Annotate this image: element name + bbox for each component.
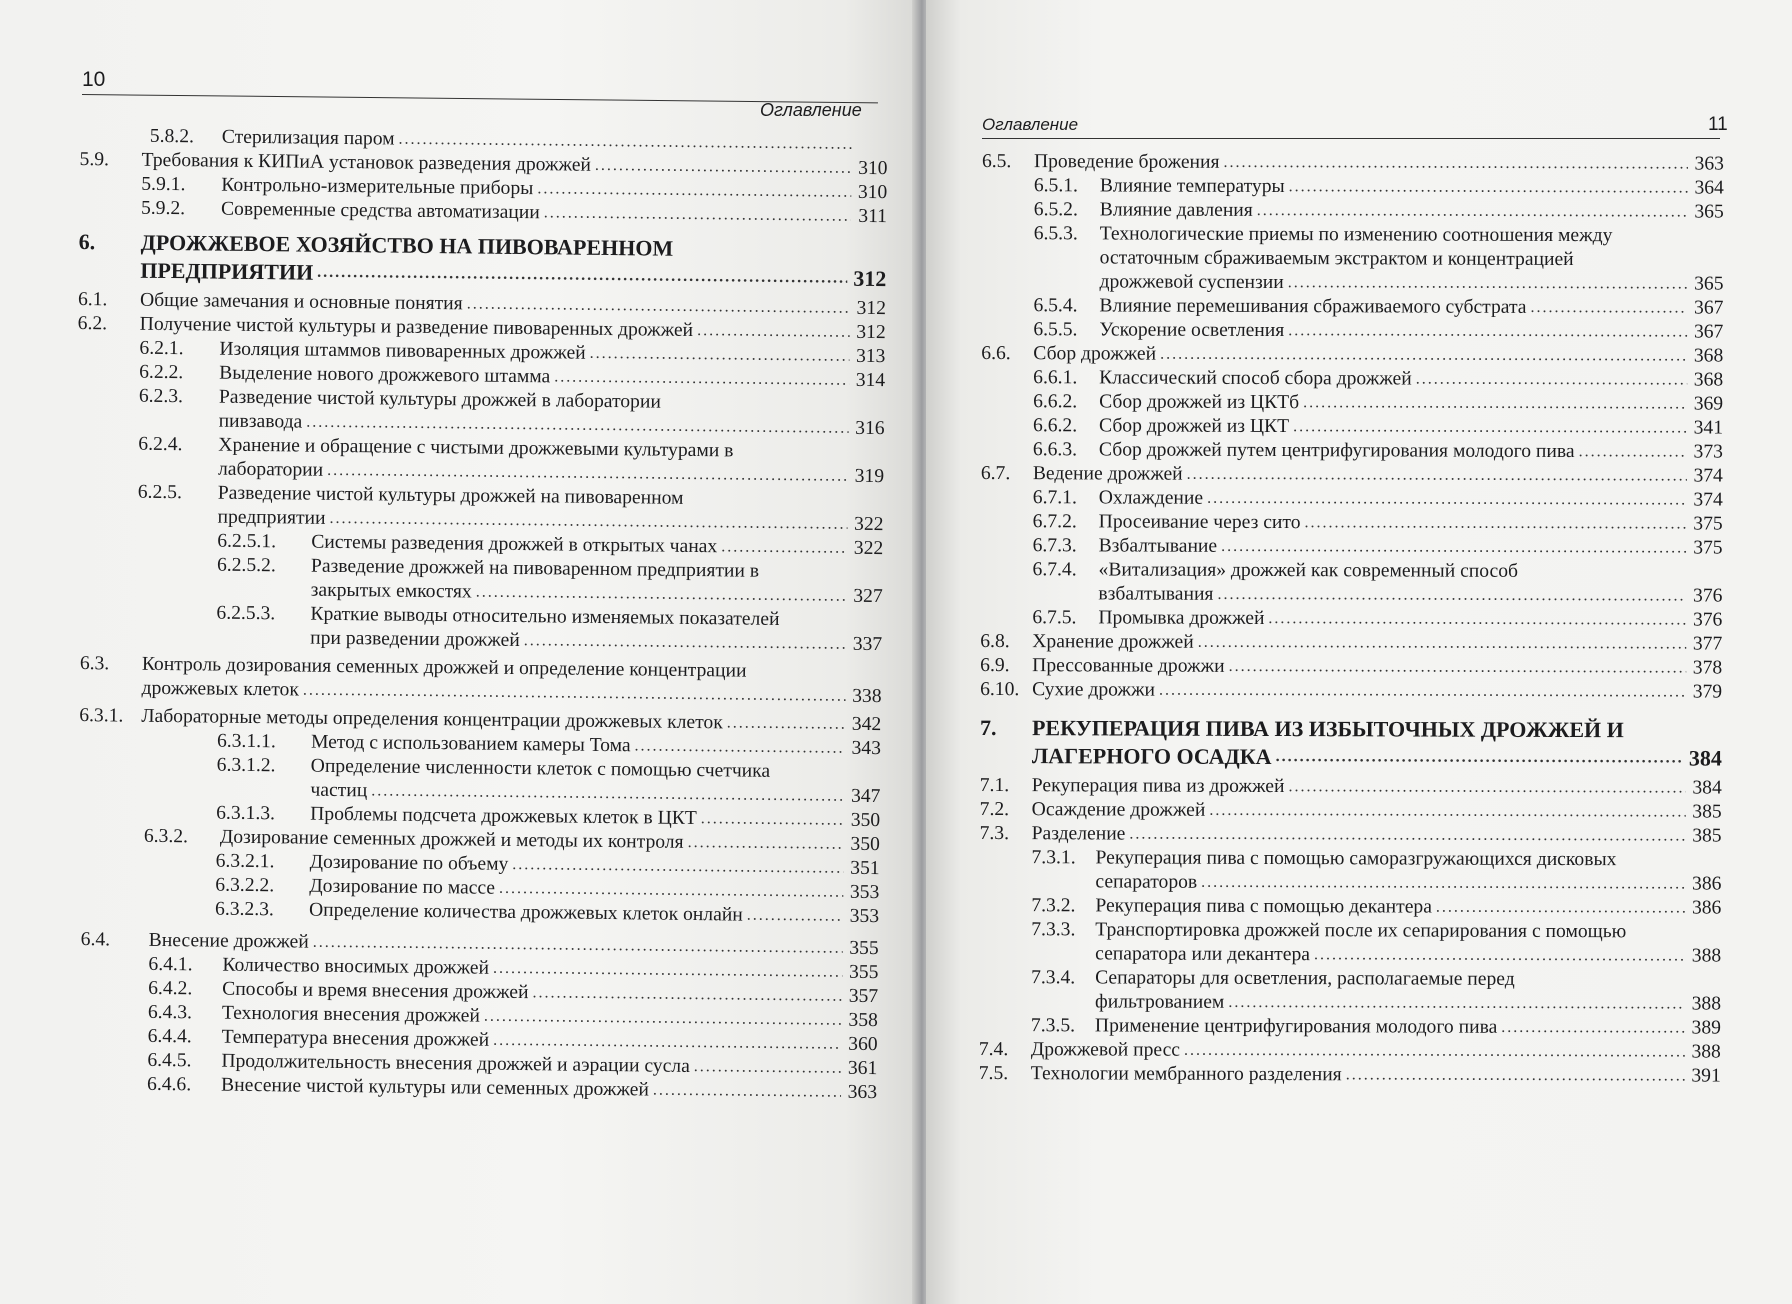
toc-entry: 6.1. Общие замечания и основные понятия . . . 312 <box>78 288 886 321</box>
toc-entry: 6.3.1.2. Определение численности клеток с помощью счетчика частиц . . . 347 <box>72 752 880 809</box>
header-rule <box>82 94 878 103</box>
toc-entry: 6.4.1. Количество вносимых дрожжей . . . 355 <box>70 952 878 985</box>
toc-entry: 6.7.1. Охлаждение . . . 374 <box>981 486 1723 513</box>
toc-entry: 7.3.3. Транспортировка дрожжей после их сепарирования с помощью сепаратора или декантера . . . 388 <box>979 918 1721 969</box>
toc-entry: 5.9.1. Контрольно-измерительные приборы . . . 310 <box>79 172 887 205</box>
toc-chapter: 6. ДРОЖЖЕВОЕ ХОЗЯЙСТВО НА ПИВОВАРЕННОМ ПРЕДПРИЯТИИ . . . 312 <box>78 228 887 293</box>
toc-entry: 6.7.3. Взбалтывание . . . 375 <box>981 534 1723 561</box>
toc-entry: 6.6.2. Сбор дрожжей из ЦКТб . . . 369 <box>981 390 1723 417</box>
toc-entry: 6.6.3. Сбор дрожжей путем центрифугирования молодого пива . . . 373 <box>981 438 1723 465</box>
toc-entry: 6.2.5.2. Разведение дрожжей на пивоваренном предприятии в закрытых емкостях . . . 327 <box>75 552 883 609</box>
toc-entry: 6.9. Прессованные дрожжи . . . 378 <box>980 654 1722 681</box>
toc-entry: 6.3.2.3. Определение количества дрожжевых клеток онлайн . . . 353 <box>71 896 879 929</box>
toc-entry: 7.3.5. Применение центрифугирования молодого пива . . . 389 <box>979 1014 1721 1041</box>
toc-entry: 6.2. Получение чистой культуры и разведение пивоваренных дрожжей . . . 312 <box>78 312 886 345</box>
toc-entry: 7.3.2. Рекуперация пива с помощью декантера . . . 386 <box>979 894 1721 921</box>
toc-entry: 6.2.1. Изоляция штаммов пивоваренных дрожжей . . . 313 <box>77 336 885 369</box>
toc-entry: 6.5. Проведение брожения . . . 363 <box>982 150 1724 177</box>
toc-entry: 6.5.2. Влияние давления . . . 365 <box>982 198 1724 225</box>
right-page <box>926 0 1792 1304</box>
running-title: Оглавление <box>760 100 862 120</box>
toc-entry: 6.2.2. Выделение нового дрожжевого штамма . . . 314 <box>77 360 885 393</box>
toc-entry: 6.7. Ведение дрожжей . . . 374 <box>981 462 1723 489</box>
toc-entry: 5.9.2. Современные средства автоматизации . . . 311 <box>79 196 887 229</box>
toc-entry: 6.6.1. Классический способ сбора дрожжей . . . 368 <box>981 366 1723 393</box>
toc-entry: 6.7.5. Промывка дрожжей . . . 376 <box>980 606 1722 633</box>
toc-entry: 7.3.1. Рекуперация пива с помощью саморазгружающихся дисковых сепараторов . . . 386 <box>979 846 1721 897</box>
toc-entry: 6.5.4. Влияние перемешивания сбраживаемого субстрата . . . 367 <box>981 294 1723 321</box>
toc-entry: 7.5. Технологии мембранного разделения . . . 391 <box>979 1062 1721 1089</box>
page-number: 10 <box>82 68 106 91</box>
toc-list <box>69 124 888 1105</box>
toc-entry: 6.5.3. Технологические приемы по изменению соотношения между остаточным сбраживаемым экстрактом и концентрацией дрожжевой суспензии . . . 365 <box>981 222 1723 297</box>
page-number: 11 <box>1708 114 1728 135</box>
toc-entry: 6.3. Контроль дозирования семенных дрожжей и определение концентрации дрожжевых клеток . . . 338 <box>73 652 881 709</box>
toc-entry: 6.2.5.3. Краткие выводы относительно изменяемых показателей при разведении дрожжей . . . 337 <box>74 600 882 657</box>
toc-chapter: 7. РЕКУПЕРАЦИЯ ПИВА ИЗ ИЗБЫТОЧНЫХ ДРОЖЖЕЙ И ЛАГЕРНОГО ОСАДКА . . . 384 <box>980 714 1722 773</box>
toc-entry: 6.4.2. Способы и время внесения дрожжей . . . 357 <box>70 976 878 1009</box>
toc-entry: 5.8.2. Стерилизация паром . . . <box>80 124 888 157</box>
toc-entry: 6.7.4. «Витализация» дрожжей как современный способ взбалтывания . . . 376 <box>980 558 1722 609</box>
toc-entry: 6.6.2. Сбор дрожжей из ЦКТ . . . 341 <box>981 414 1723 441</box>
toc-entry: 6.6. Сбор дрожжей . . . 368 <box>981 342 1723 369</box>
toc-entry: 6.3.2.2. Дозирование по массе . . . 353 <box>71 872 879 905</box>
toc-entry: 6.3.1.1. Метод с использованием камеры Тома . . . 343 <box>73 728 881 761</box>
toc-entry: 6.2.4. Хранение и обращение с чистыми дрожжевыми культурами в лаборатории . . . 319 <box>76 432 884 489</box>
toc-entry: 6.10. Сухие дрожжи . . . 379 <box>980 678 1722 705</box>
toc-entry: 6.2.3. Разведение чистой культуры дрожжей в лаборатории пивзавода . . . 316 <box>77 384 885 441</box>
toc-entry: 7.2. Осаждение дрожжей . . . 385 <box>980 798 1722 825</box>
toc-entry: 6.2.5. Разведение чистой культуры дрожжей на пивоваренном предприятии . . . 322 <box>75 480 883 537</box>
toc-entry: 6.5.5. Ускорение осветления . . . 367 <box>981 318 1723 345</box>
toc-entry: 6.5.1. Влияние температуры . . . 364 <box>982 174 1724 201</box>
toc-entry: 6.4.6. Внесение чистой культуры или семенных дрожжей . . . 363 <box>69 1072 877 1105</box>
toc-entry: 6.4. Внесение дрожжей . . . 355 <box>71 928 879 961</box>
toc-entry: 6.3.2.1. Дозирование по объему . . . 351 <box>72 848 880 881</box>
toc-entry: 7.1. Рекуперация пива из дрожжей . . . 384 <box>980 774 1722 801</box>
toc-entry: 6.4.4. Температура внесения дрожжей . . . 360 <box>70 1024 878 1057</box>
toc-entry: 7.3. Разделение . . . 385 <box>980 822 1722 849</box>
toc-entry: 6.3.1. Лабораторные методы определения концентрации дрожжевых клеток . . . 342 <box>73 704 881 737</box>
toc-entry: 6.7.2. Просеивание через сито . . . 375 <box>981 510 1723 537</box>
header-rule <box>982 138 1720 139</box>
toc-entry: 7.3.4. Сепараторы для осветления, располагаемые перед фильтрованием . . . 388 <box>979 966 1721 1017</box>
toc-entry: 6.3.2. Дозирование семенных дрожжей и методы их контроля . . . 350 <box>72 824 880 857</box>
toc-list <box>979 150 1724 1089</box>
toc-entry: 6.4.3. Технология внесения дрожжей . . . 358 <box>70 1000 878 1033</box>
toc-entry: 7.4. Дрожжевой пресс . . . 388 <box>979 1038 1721 1065</box>
toc-entry: 6.8. Хранение дрожжей . . . 377 <box>980 630 1722 657</box>
toc-entry: 5.9. Требования к КИПиА установок разведения дрожжей . . . 310 <box>79 148 887 181</box>
toc-entry: 6.2.5.1. Системы разведения дрожжей в открытых чанах . . . 322 <box>75 528 883 561</box>
toc-entry: 6.4.5. Продолжительность внесения дрожжей и аэрации сусла . . . 361 <box>69 1048 877 1081</box>
toc-entry: 6.3.1.3. Проблемы подсчета дрожжевых клеток в ЦКТ . . . 350 <box>72 800 880 833</box>
running-title: Оглавление <box>982 115 1079 134</box>
